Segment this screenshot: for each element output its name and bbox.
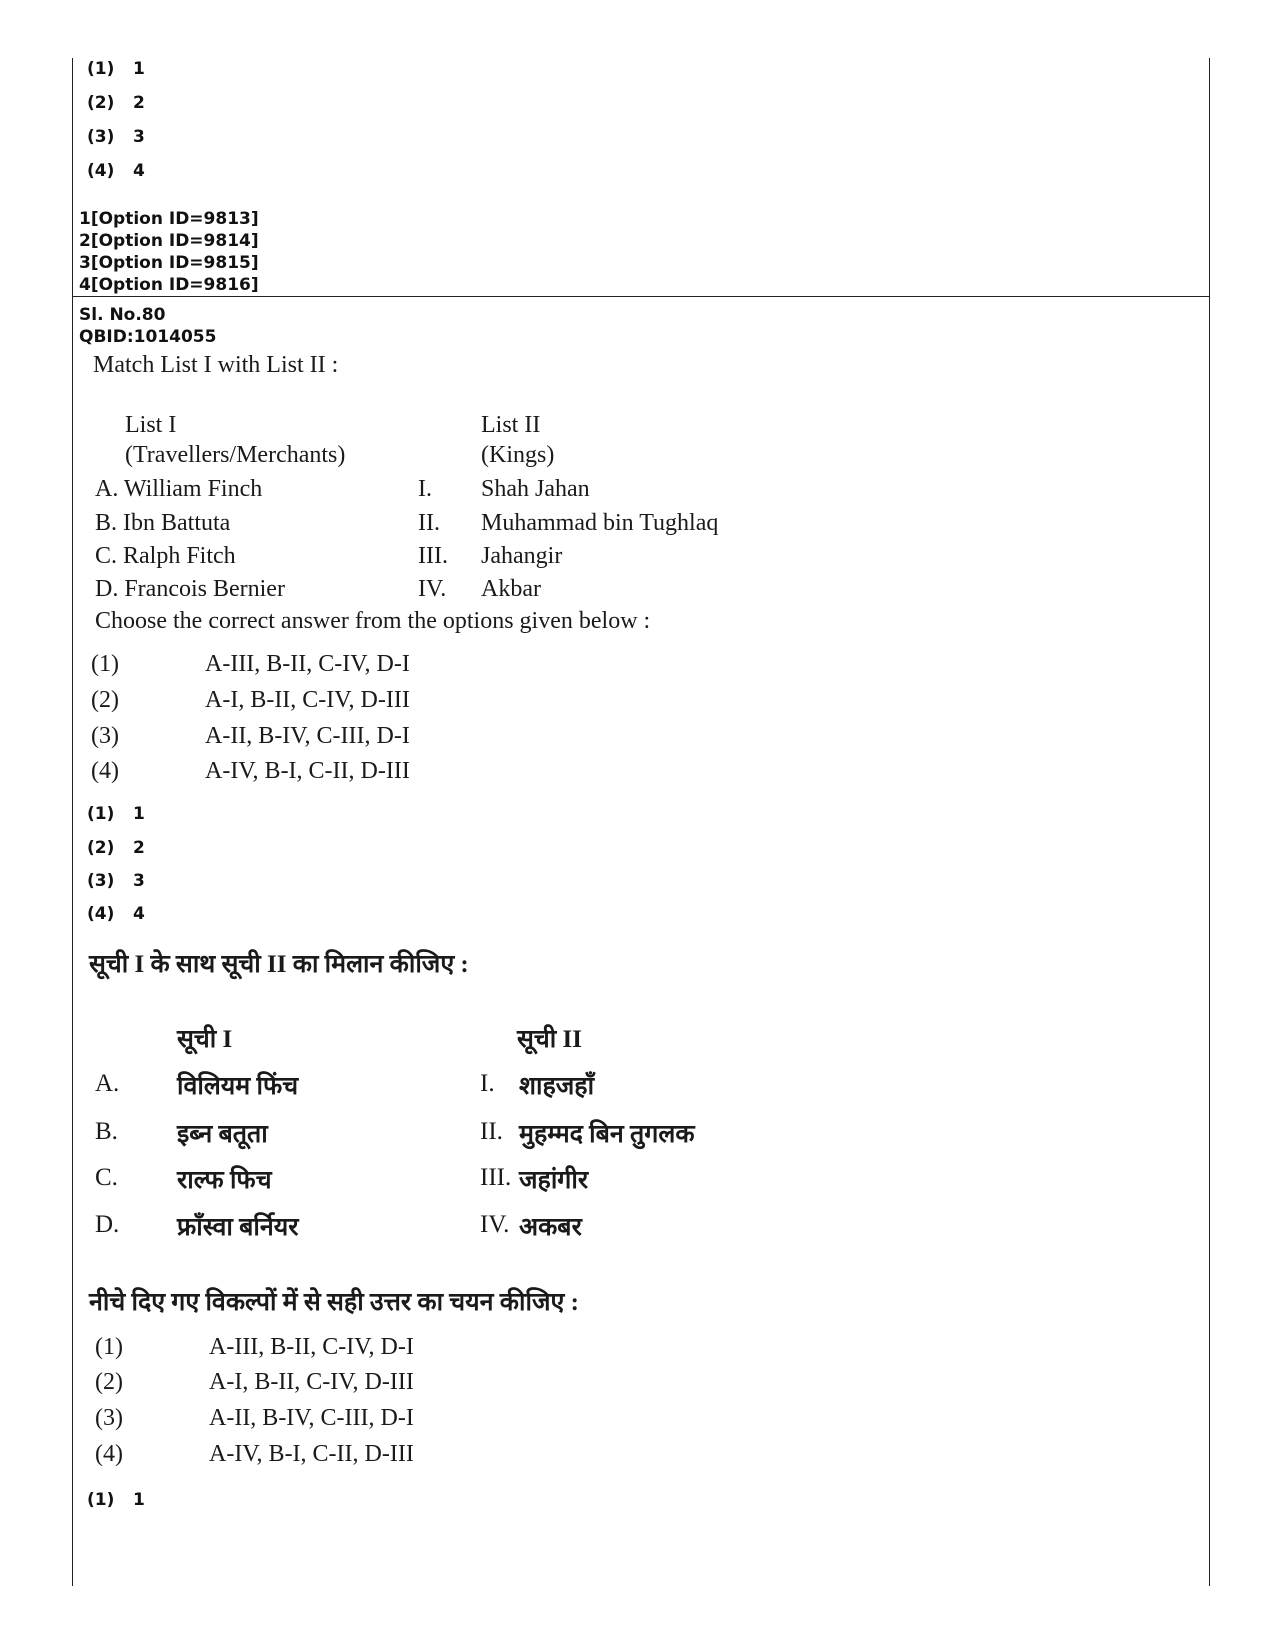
answer-option-4[interactable]: (4) 4: [87, 904, 145, 924]
match-row-right: Jahangir: [481, 543, 563, 569]
prev-option-2[interactable]: (2) 2: [87, 93, 145, 113]
match-row-left: B. Ibn Battuta: [95, 510, 231, 536]
question-frame: [72, 58, 1210, 1586]
choice-text: A-II, B-IV, C-III, D-I: [205, 723, 410, 749]
match-row-roman: III.: [418, 543, 448, 569]
answer-option-2[interactable]: (2) 2: [87, 838, 145, 858]
match-row-right: Shah Jahan: [481, 476, 590, 502]
match-row-left: A. William Finch: [95, 476, 263, 502]
prev-option-4[interactable]: (4) 4: [87, 161, 145, 181]
choice-number: (2): [91, 687, 119, 713]
choice-number: (1): [95, 1334, 123, 1360]
question-header: [79, 304, 216, 348]
choice-number: (1): [91, 651, 119, 677]
match-row-letter: B.: [95, 1118, 118, 1145]
choice-text: A-I, B-II, C-IV, D-III: [205, 687, 410, 713]
match-row-roman: III.: [480, 1164, 512, 1191]
match-row-roman: IV.: [480, 1211, 510, 1238]
choice-number: (2): [95, 1369, 123, 1395]
match-row-letter: C.: [95, 1164, 118, 1191]
choice-text: A-IV, B-I, C-II, D-III: [209, 1441, 414, 1467]
prev-option-1[interactable]: (1) 1: [87, 59, 145, 79]
list1-subtitle-en: (Travellers/Merchants): [125, 442, 346, 468]
list1-title-en: List I: [125, 412, 177, 438]
match-row-roman: II.: [480, 1118, 503, 1145]
answer-option-1[interactable]: (1) 1: [87, 804, 145, 824]
match-row-left: विलियम फिंच: [177, 1073, 299, 1100]
list1-title-hi: सूची I: [177, 1026, 233, 1053]
match-row-roman: II.: [418, 510, 440, 536]
choice-number: (3): [91, 723, 119, 749]
qbid: QBID:1014055: [79, 327, 217, 347]
match-row-right: जहांगीर: [519, 1167, 589, 1194]
option-id-4: 4[Option ID=9816]: [79, 275, 259, 295]
match-row-right: शाहजहाँ: [519, 1073, 595, 1100]
match-row-letter: D.: [95, 1211, 120, 1238]
choice-number: (4): [91, 758, 119, 784]
question-prompt-en: Match List I with List II :: [93, 352, 339, 378]
question-prompt-hi: सूची I के साथ सूची II का मिलान कीजिए :: [89, 951, 469, 978]
choice-text: A-I, B-II, C-IV, D-III: [209, 1369, 414, 1395]
prev-option-3[interactable]: (3) 3: [87, 127, 145, 147]
match-row-left: राल्फ फिच: [177, 1167, 272, 1194]
question-divider: [73, 296, 1209, 297]
serial-number: Sl. No.80: [79, 305, 166, 325]
choice-number: (4): [95, 1441, 123, 1467]
option-id-1: 1[Option ID=9813]: [79, 209, 259, 229]
match-row-right: Akbar: [481, 576, 541, 602]
match-row-letter: A.: [95, 1070, 120, 1097]
match-row-left: इब्न बतूता: [177, 1121, 268, 1148]
list2-title-hi: सूची II: [517, 1026, 582, 1053]
match-row-left: फ्राँस्वा बर्नियर: [177, 1214, 299, 1241]
list2-subtitle-en: (Kings): [481, 442, 555, 468]
list2-title-en: List II: [481, 412, 541, 438]
match-row-left: D. Francois Bernier: [95, 576, 285, 602]
choice-text: A-IV, B-I, C-II, D-III: [205, 758, 410, 784]
choose-instruction-en: Choose the correct answer from the options given below :: [95, 608, 651, 634]
option-id-list: [79, 208, 259, 296]
choice-number: (3): [95, 1405, 123, 1431]
match-row-right: अकबर: [519, 1214, 582, 1241]
answer-option-3[interactable]: (3) 3: [87, 871, 145, 891]
option-id-2: 2[Option ID=9814]: [79, 231, 259, 251]
choose-instruction-hi: नीचे दिए गए विकल्पों में से सही उत्तर का चयन कीजिए :: [89, 1289, 579, 1316]
choice-text: A-II, B-IV, C-III, D-I: [209, 1405, 414, 1431]
match-row-right: Muhammad bin Tughlaq: [481, 510, 719, 536]
match-row-roman: IV.: [418, 576, 447, 602]
option-id-3: 3[Option ID=9815]: [79, 253, 259, 273]
match-row-roman: I.: [480, 1070, 495, 1097]
match-row-roman: I.: [418, 476, 432, 502]
match-row-right: मुहम्मद बिन तुगलक: [519, 1121, 695, 1148]
choice-text: A-III, B-II, C-IV, D-I: [209, 1334, 414, 1360]
answer-option-1-bottom[interactable]: (1) 1: [87, 1490, 145, 1510]
match-row-left: C. Ralph Fitch: [95, 543, 236, 569]
choice-text: A-III, B-II, C-IV, D-I: [205, 651, 410, 677]
